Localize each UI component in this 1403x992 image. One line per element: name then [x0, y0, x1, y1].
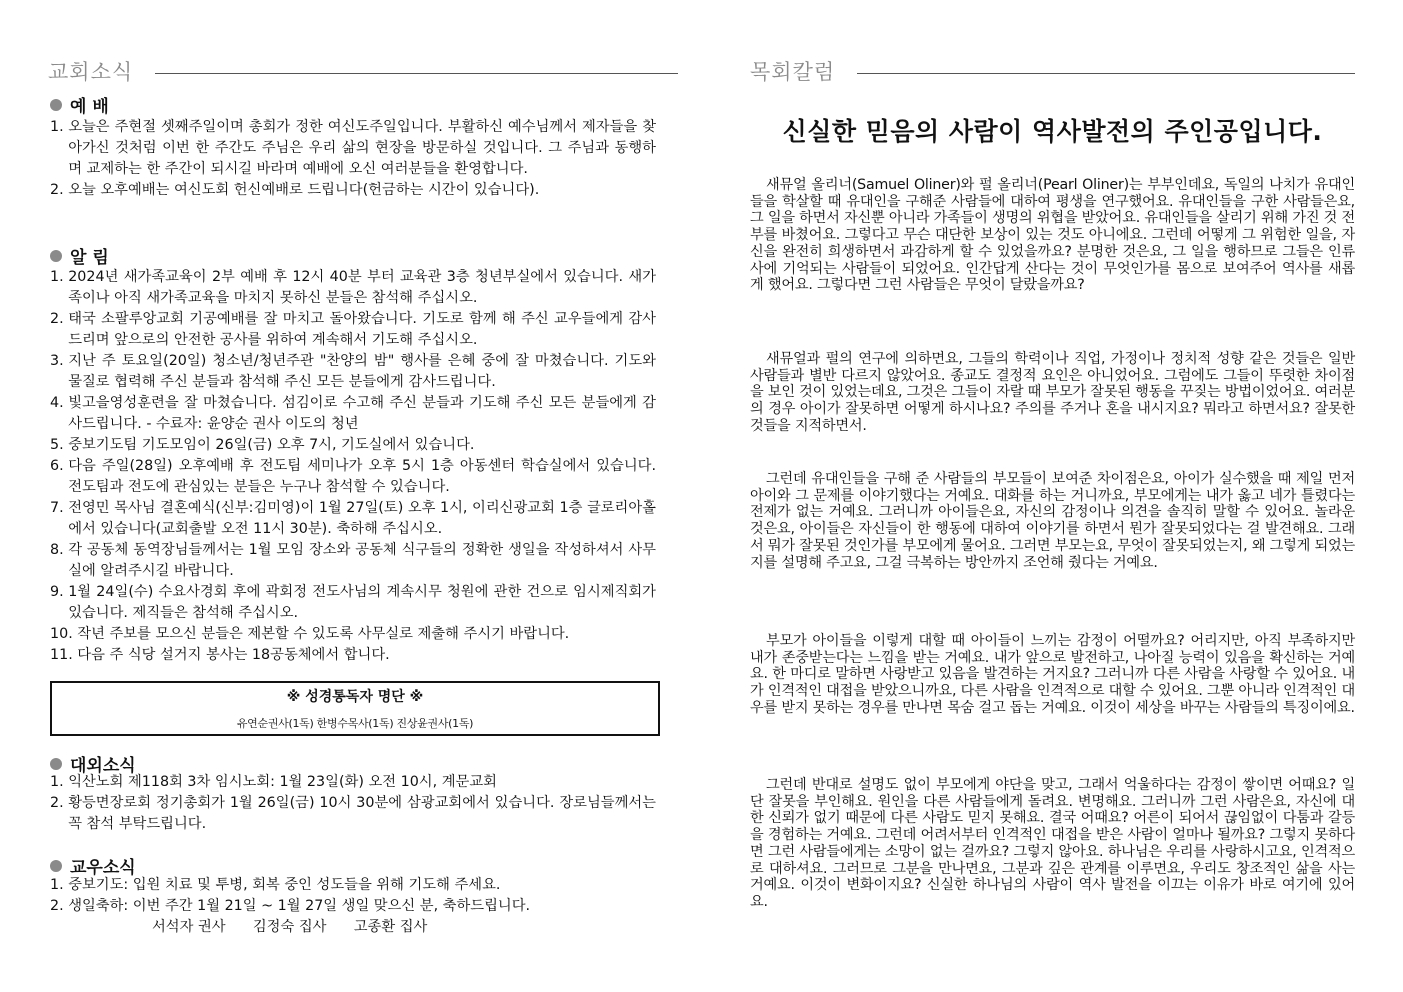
- column-paragraph: 새뮤얼과 펄의 연구에 의하면요, 그들의 학력이나 직업, 가정이나 정치적 성향 같은 것들은 일반 사람들과 별반 다르지 않았어요. 종교도 결정적 요인은 아니었어요. 그럼에도 그들이 뚜렷한 차이점을 보인 것이 있었는데요, 그것은 그들이 자랄 때 부모가 잘못된 행동을 꾸짖는 방법이었어요. 여러분의 경우 아이가 잘못하면 어떻게 하시나요? 주의를 주거나 혼을 내시지요? 뭐라고 하면서요? 잘못한 것들을 지적하면서.: [750, 351, 1355, 434]
- bible-reading-title: ※ 성경통독자 명단 ※: [286, 689, 424, 705]
- bible-reading-box: [50, 681, 660, 736]
- column-paragraph: 그런데 반대로 설명도 없이 부모에게 야단을 맞고, 그래서 억울하다는 감정이 쌓이면 어때요? 일단 잘못을 부인해요. 원인을 다른 사람들에게 돌려요. 변명해요. 그러니까 그런 사람은요, 자신에 대한 신뢰가 없기 때문에 다른 사람도 믿지 못해요. 결국 어때요? 어른이 되어서 끊임없이 다툼과 갈등을 경험하는 거예요. 그런데 어려서부터 인격적인 대접을 받은 사람이 얼마나 될까요? 그렇지 못하다면 그런 사람들에게는 소망이 없는 걸까요? 그렇지 않아요. 하나님은 우리를 사랑하시고요, 인격적으로 대하셔요. 그러므로 그분을 만나면요, 그분과 깊은 관계를 이루면요, 우리도 창조적인 삶을 사는 거예요. 이것이 변화이지요? 신실한 하나님의 사람이 역사 발전을 이끄는 이유가 바로 여기에 있어요.: [750, 777, 1355, 910]
- bullet-icon: [50, 99, 62, 111]
- birthday-names: 서석자 권사 김정숙 집사 고종환 집사: [152, 919, 428, 935]
- list-item: 3. 지난 주 토요일(20일) 청소년/청년주관 "찬양의 밤" 행사를 은혜 중에 잘 마쳤습니다. 기도와 물질로 협력해 주신 분들과 참석해 주신 모든 분들에게 감사드립니다.: [50, 353, 656, 390]
- bible-reading-names: 유연순권사(1독) 한병수목사(1독) 진상윤권사(1독): [236, 717, 474, 730]
- church-news-title: 교회소식: [48, 60, 134, 84]
- list-item: 8. 각 공동체 동역장님들께서는 1월 모임 장소와 공동체 식구들의 정확한 생일을 작성하셔서 사무실에 알려주시길 바랍니다.: [50, 542, 656, 579]
- notices-list: [50, 267, 656, 666]
- column-headline: 신실한 믿음의 사람이 역사발전의 주인공입니다.: [782, 117, 1323, 146]
- worship-list: [50, 117, 656, 201]
- pastor-column-title: 목회칼럼: [750, 60, 836, 84]
- bullet-icon: [50, 758, 62, 770]
- list-item: 2. 오늘 오후예배는 여신도회 헌신예배로 드립니다(헌금하는 시간이 있습니다).: [50, 182, 540, 198]
- notices-heading: 알 림: [50, 243, 109, 268]
- members-news-heading: 교우소식: [50, 853, 136, 878]
- list-item: 2. 황등면장로회 정기총회가 1월 26일(금) 10시 30분에 삼광교회에서 있습니다. 장로님들께서는 꼭 참석 부탁드립니다.: [50, 795, 656, 832]
- column-paragraph: 새뮤얼 올리너(Samuel Oliner)와 펄 올리너(Pearl Oliner)는 부부인데요, 독일의 나치가 유대인들을 학살할 때 유대인을 구해준 사람들에 대하여 평생을 연구했어요. 유대인들을 구한 사람들은요, 그 일을 하면서 자신뿐 아니라 가족들이 생명의 위협을 받았어요. 유대인들을 살리기 위해 가진 것 전부를 바쳤어요. 그렇다고 무슨 대단한 보상이 있는 것도 아니에요. 그런데 어떻게 그 위험한 일을, 자신을 완전히 희생하면서 과감하게 할 수 있었을까요? 분명한 것은요, 그 일을 행하므로 그들은 인류사에 기억되는 사람들이 되었어요. 인간답게 산다는 것이 무엇인가를 몸으로 보여주어 역사를 새롭게 했어요. 그렇다면 그런 사람들은 무엇이 달랐을까요?: [750, 177, 1355, 294]
- list-item: 5. 중보기도팀 기도모임이 26일(금) 오후 7시, 기도실에서 있습니다.: [50, 437, 475, 453]
- list-item: 6. 다음 주일(28일) 오후예배 후 전도팀 세미나가 오후 5시 1층 아동센터 학습실에서 있습니다. 전도팀과 전도에 관심있는 분들은 누구나 참석할 수 있습니다.: [50, 458, 656, 495]
- list-item: 1. 중보기도: 입원 치료 및 투병, 회복 중인 성도들을 위해 기도해 주세요.: [50, 877, 501, 893]
- list-item: 9. 1월 24일(수) 수요사경회 후에 곽회정 전도사님의 계속시무 청원에 관한 건으로 임시제직회가 있습니다. 제직들은 참석해 주십시오.: [50, 584, 656, 621]
- list-item: 1. 익산노회 제118회 3차 임시노회: 1월 23일(화) 오전 10시, 계문교회: [50, 774, 497, 790]
- members-news-list: [50, 875, 656, 938]
- pastor-column-header: [750, 56, 1355, 86]
- column-paragraph: 부모가 아이들을 이렇게 대할 때 아이들이 느끼는 감정이 어떨까요? 어리지만, 아직 부족하지만 내가 존중받는다는 느낌을 받는 거예요. 내가 앞으로 발전하고, 나아질 능력이 있음을 확신하는 거예요. 한 마디로 말하면 사랑받고 있음을 발견하는 거지요? 그러니까 다른 사람을 사랑할 수 있어요. 내가 인격적인 대접을 받았으니까요, 다른 사람을 인격적으로 대할 수 있어요. 그뿐 아니라 인격적인 대우를 받지 못하는 경우를 만나면 목숨 걸고 돕는 거예요. 이것이 세상을 바꾸는 사람들의 특징이에요.: [750, 633, 1355, 716]
- list-item: 2. 태국 소팔루앙교회 기공예배를 잘 마치고 돌아왔습니다. 기도로 함께 해 주신 교우들에게 감사드리며 앞으로의 안전한 공사를 위하여 계속해서 기도해 주십시오.: [50, 311, 656, 348]
- list-item: 1. 2024년 새가족교육이 2부 예배 후 12시 40분 부터 교육관 3층 청년부실에서 있습니다. 새가족이나 아직 새가족교육을 마치지 못하신 분들은 참석해 주십시오.: [50, 269, 656, 306]
- list-item: 10. 작년 주보를 모으신 분들은 제본할 수 있도록 사무실로 제출해 주시기 바랍니다.: [50, 626, 570, 642]
- external-news-list: [50, 772, 656, 835]
- bullet-icon: [50, 860, 62, 872]
- list-item: 1. 오늘은 주현절 셋째주일이며 총회가 정한 여신도주일입니다. 부활하신 예수님께서 제자들을 찾아가신 것처럼 이번 한 주간도 주님은 우리 삶의 현장을 방문하실 것입니다. 그 주님과 동행하며 교제하는 한 주간이 되시길 바라며 예배에 오신 여러분들을 환영합니다.: [50, 119, 656, 177]
- list-item: 4. 빛고을영성훈련을 잘 마쳤습니다. 섬김이로 수고해 주신 분들과 기도해 주신 모든 분들에게 감사드립니다. - 수료자: 윤양순 권사 이도의 청년: [50, 395, 656, 432]
- church-news-header: [48, 56, 678, 86]
- external-news-heading: 대외소식: [50, 751, 136, 776]
- bullet-icon: [50, 250, 62, 262]
- list-item: 2. 생일축하: 이번 주간 1월 21일 ~ 1월 27일 생일 맞으신 분, 축하드립니다.: [50, 898, 531, 914]
- worship-heading: 예 배: [50, 92, 109, 117]
- header-rule: [155, 73, 678, 74]
- list-item: 11. 다음 주 식당 설거지 봉사는 18공동체에서 합니다.: [50, 647, 390, 663]
- column-paragraph: 그런데 유대인들을 구해 준 사람들의 부모들이 보여준 차이점은요, 아이가 실수했을 때 제일 먼저 아이와 그 문제를 이야기했다는 거예요. 대화를 하는 거니까요, 부모에게는 내가 옳고 네가 틀렸다는 전제가 없는 거예요. 그러니까 아이들은요, 자신의 감정이나 의견을 솔직히 말할 수 있어요. 놀라운 것은요, 아이들은 자신들이 한 행동에 대하여 이야기를 하면서 뭔가 잘못되었다는 걸 발견해요. 그래서 뭐가 잘못된 것인가를 부모에게 물어요. 그러면 부모는요, 무엇이 잘못되었는지, 왜 그렇게 되었는지를 설명해 주고요, 그걸 극복하는 방안까지 조언해 줬다는 거예요.: [750, 471, 1355, 571]
- header-rule: [857, 73, 1355, 74]
- list-item: 7. 전영민 목사님 결혼예식(신부:김미영)이 1월 27일(토) 오후 1시, 이리신광교회 1층 글로리아홀에서 있습니다(교회출발 오전 11시 30분). 축하해 주십시오.: [50, 500, 656, 537]
